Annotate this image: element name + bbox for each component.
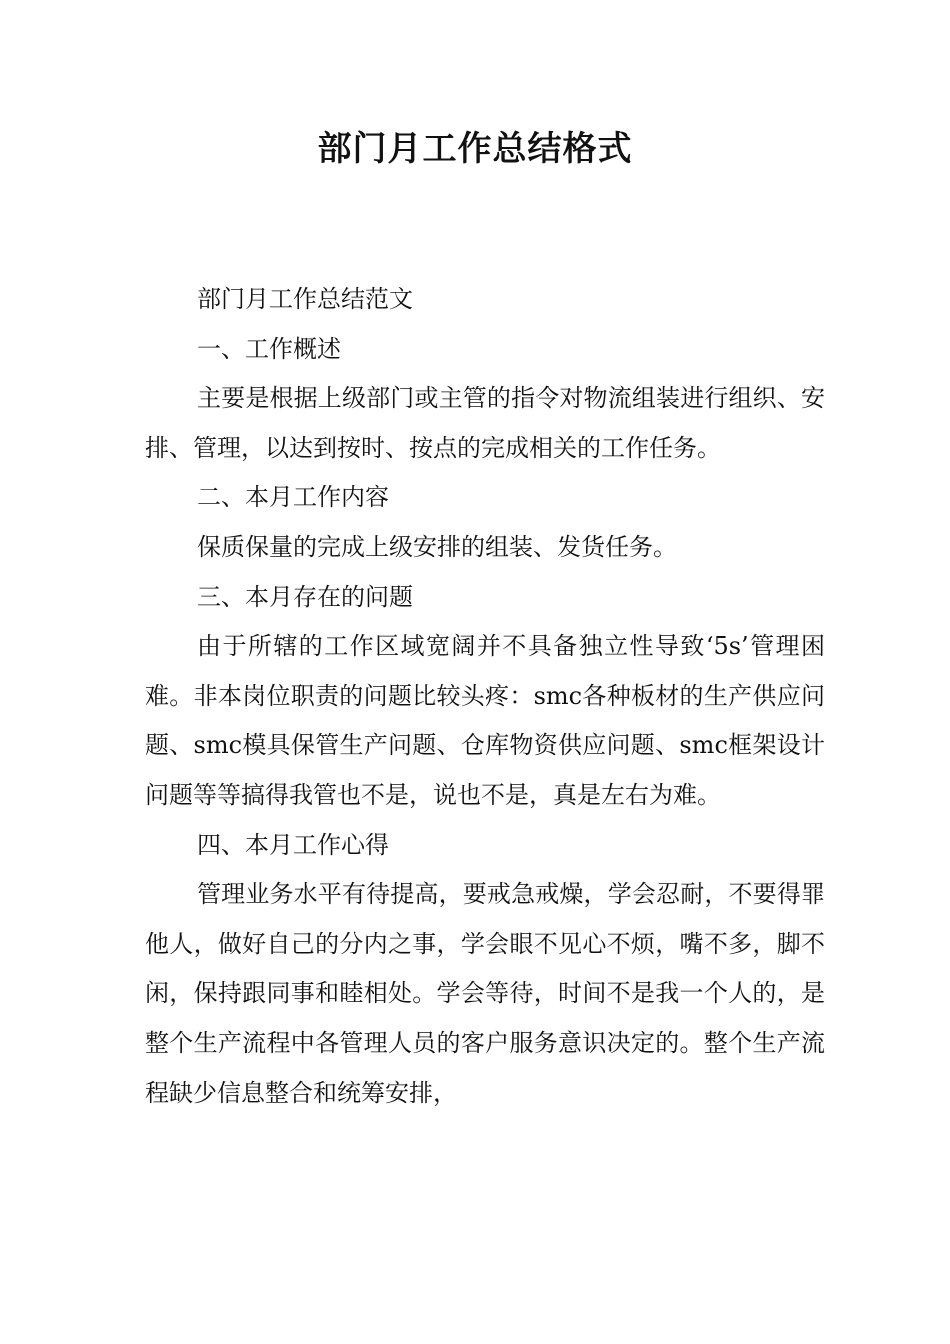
section-heading-insights: 四、本月工作心得	[197, 830, 389, 859]
paragraph-content: 保质保量的完成上级安排的组装、发货任务。	[197, 532, 677, 561]
paragraph-overview: 主要是根据上级部门或主管的指令对物流组装进行组织、安排、管理，以达到按时、按点的完成相关的工作任务。	[145, 384, 825, 462]
paragraph-insights: 管理业务水平有待提高，要戒急戒燥，学会忍耐，不要得罪他人，做好自己的分内之事，学会眼不见心不烦，嘴不多，脚不闲，保持跟同事和睦相处。学会等待，时间不是我一个人的，是整个生产流程中各管理人员的客户服务意识决定的。整个生产流程缺少信息整合和统筹安排，	[145, 880, 825, 1107]
page-title: 部门月工作总结格式	[317, 129, 633, 169]
section-heading-overview: 一、工作概述	[197, 334, 341, 363]
paragraph-problems: 由于所辖的工作区域宽阔并不具备独立性导致‘5s’管理困难。非本岗位职责的问题比较头疼：smc各种板材的生产供应问题、smc模具保管生产问题、仓库物资供应问题、smc框架设计问题等等搞得我管也不是，说也不是，真是左右为难。	[145, 632, 825, 809]
section-heading-problems: 三、本月存在的问题	[197, 582, 413, 611]
document-body	[145, 275, 825, 1118]
section-heading-content: 二、本月工作内容	[197, 483, 389, 512]
paragraph-subtitle: 部门月工作总结范文	[197, 285, 413, 313]
